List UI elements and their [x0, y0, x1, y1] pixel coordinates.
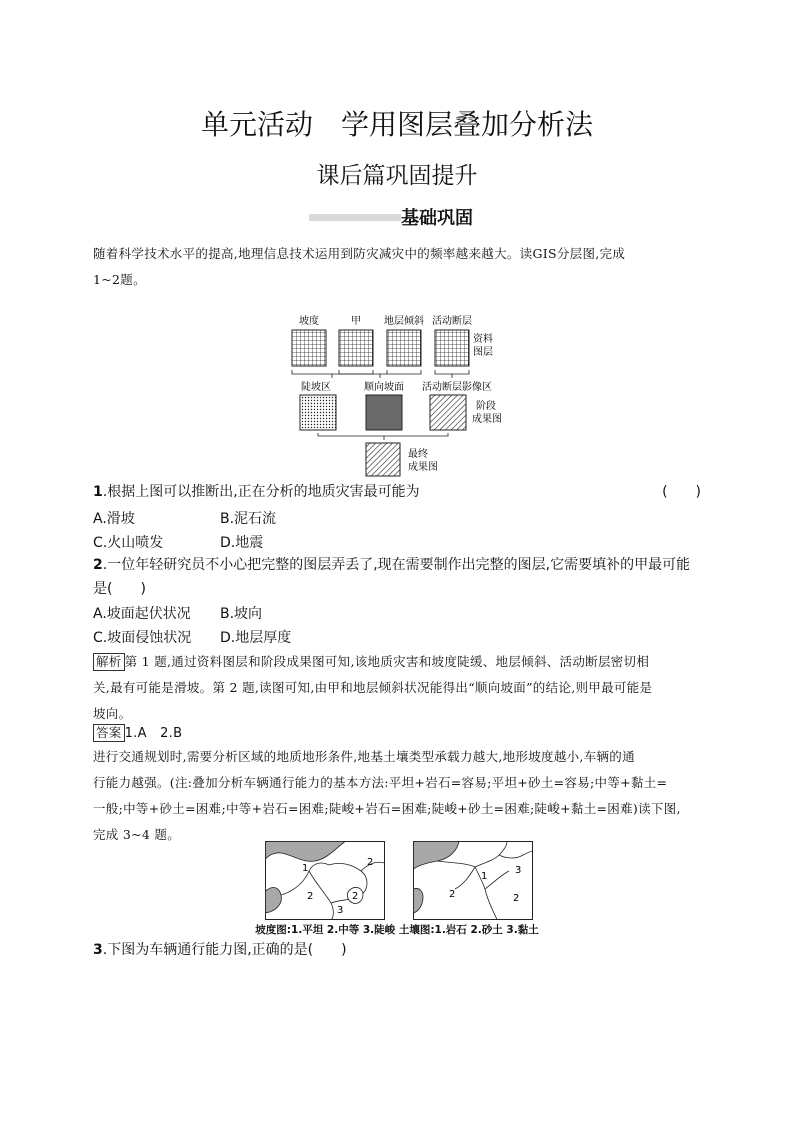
- intro-paragraph-2: [93, 744, 705, 848]
- slope-label-1: 1: [302, 863, 309, 874]
- mid-side-stage: 阶段: [476, 401, 496, 412]
- brace-final: [318, 433, 448, 440]
- page-subtitle: 课后篇巩固提升: [316, 163, 478, 189]
- q2-line1: .一位年轻研究员不小心把完整的图层弄丢了,现在需要制作出完整的图层,它需要填补的甲最可能: [102, 557, 691, 573]
- question-3: [93, 938, 347, 962]
- soil-label-3: 3: [515, 865, 522, 876]
- analysis-tag: 解析: [93, 653, 125, 671]
- slope-label-2c: 2: [352, 891, 359, 902]
- q2-option-a: A.坡面起伏状况: [93, 606, 191, 622]
- layer-slope-grid: [292, 330, 326, 366]
- q1-bracket: ( ): [662, 484, 701, 500]
- q3-text: .下图为车辆通行能力图,正确的是( ): [102, 942, 347, 958]
- question-1: [93, 480, 701, 504]
- q1-number: 1: [93, 484, 103, 500]
- label-strata-tilt: 地层倾斜: [384, 316, 424, 327]
- intro2-line3: 一般;中等+砂土=困难;中等+岩石=困难;陡峻+岩石=困难;陡峻+砂土=困难;陡峻+黏土=困难)读下图,: [93, 801, 681, 816]
- final-side-final: 最终: [408, 449, 428, 460]
- q2-option-b: B.坡向: [220, 606, 263, 622]
- intro2-line1: 进行交通规划时,需要分析区域的地质地形条件,地基土壤类型承载力越大,地形坡度越小,车辆的通: [93, 749, 635, 764]
- answer-block: [93, 720, 701, 747]
- final-result-map: [366, 443, 400, 476]
- q1-option-d: D.地震: [220, 535, 264, 551]
- stage-dip-slope: [366, 395, 402, 430]
- answer-tag: 答案: [93, 724, 125, 742]
- label-dip-slope: 顺向坡面: [364, 382, 404, 393]
- mid-side-result: 成果图: [472, 414, 502, 425]
- q2-option-c: C.坡面侵蚀状况: [93, 630, 192, 646]
- q1-text: .根据上图可以推断出,正在分析的地质灾害最可能为: [102, 484, 420, 500]
- soil-label-1: 1: [481, 871, 488, 882]
- q2-option-d: D.地层厚度: [220, 630, 292, 646]
- layer-strata-grid: [387, 330, 421, 366]
- soil-label-2a: 2: [449, 889, 456, 900]
- brace-3: [435, 370, 469, 378]
- soil-map: [413, 841, 533, 920]
- q3-number: 3: [93, 942, 103, 958]
- analysis-line2: 关,最有可能是滑坡。第 2 题,读图可知,由甲和地层倾斜状况能得出“顺向坡面”的结论,则甲最可能是: [93, 680, 653, 695]
- slope-label-2a: 2: [367, 857, 374, 868]
- analysis-block: [93, 649, 705, 727]
- label-fault-image-area: 活动断层影像区: [422, 382, 492, 393]
- intro1-line2: 1~2题。: [93, 272, 146, 287]
- q2-number: 2: [93, 557, 103, 573]
- slope-map: [265, 841, 385, 920]
- slope-label-2b: 2: [307, 891, 314, 902]
- brace-2: [339, 370, 421, 378]
- q1-option-b: B.泥石流: [220, 511, 277, 527]
- intro2-line2: 行能力越强。(注:叠加分析车辆通行能力的基本方法:平坦+岩石=容易;平坦+砂土=容易;中等+黏土=: [93, 775, 668, 790]
- label-slope: 坡度: [299, 316, 319, 327]
- section-title: 基础巩固: [401, 208, 473, 229]
- intro1-line1: 随着科学技术水平的提高,地理信息技术运用到防灾减灾中的频率越来越大。读GIS分层图,完成: [93, 246, 626, 261]
- question-2: [93, 553, 713, 601]
- label-steep-area: 陡坡区: [301, 382, 331, 393]
- gis-layer-diagram: [280, 312, 520, 482]
- intro-paragraph-1: [93, 241, 701, 293]
- side-label-data: 资料: [473, 334, 493, 345]
- q1-option-c: C.火山喷发: [93, 535, 164, 551]
- q1-option-a: A.滑坡: [93, 511, 135, 527]
- label-jia: 甲: [351, 316, 361, 327]
- side-label-layer: 图层: [473, 347, 493, 358]
- maps-caption: 坡度图:1.平坦 2.中等 3.陡峻 土壤图:1.岩石 2.砂土 3.黏土: [255, 924, 539, 936]
- intro2-line4: 完成 3~4 题。: [93, 827, 181, 842]
- slope-label-3: 3: [337, 905, 344, 916]
- final-side-result: 成果图: [408, 462, 438, 473]
- analysis-line1: 第 1 题,通过资料图层和阶段成果图可知,该地质灾害和坡度陡缓、地层倾斜、活动断层密切相: [124, 654, 650, 669]
- answer-text: 1.A 2.B: [124, 726, 183, 741]
- layer-jia-grid: [339, 330, 373, 366]
- analysis-line3: 坡向。: [93, 706, 132, 721]
- layer-fault-grid: [435, 330, 469, 366]
- label-active-fault: 活动断层: [432, 316, 472, 327]
- stage-steep-area: [300, 395, 336, 430]
- page-title: 单元活动 学用图层叠加分析法: [200, 108, 593, 141]
- section-bar: [309, 214, 401, 221]
- q2-line2: 是( ): [93, 581, 146, 597]
- soil-label-2b: 2: [513, 893, 520, 904]
- stage-fault-area: [430, 395, 466, 430]
